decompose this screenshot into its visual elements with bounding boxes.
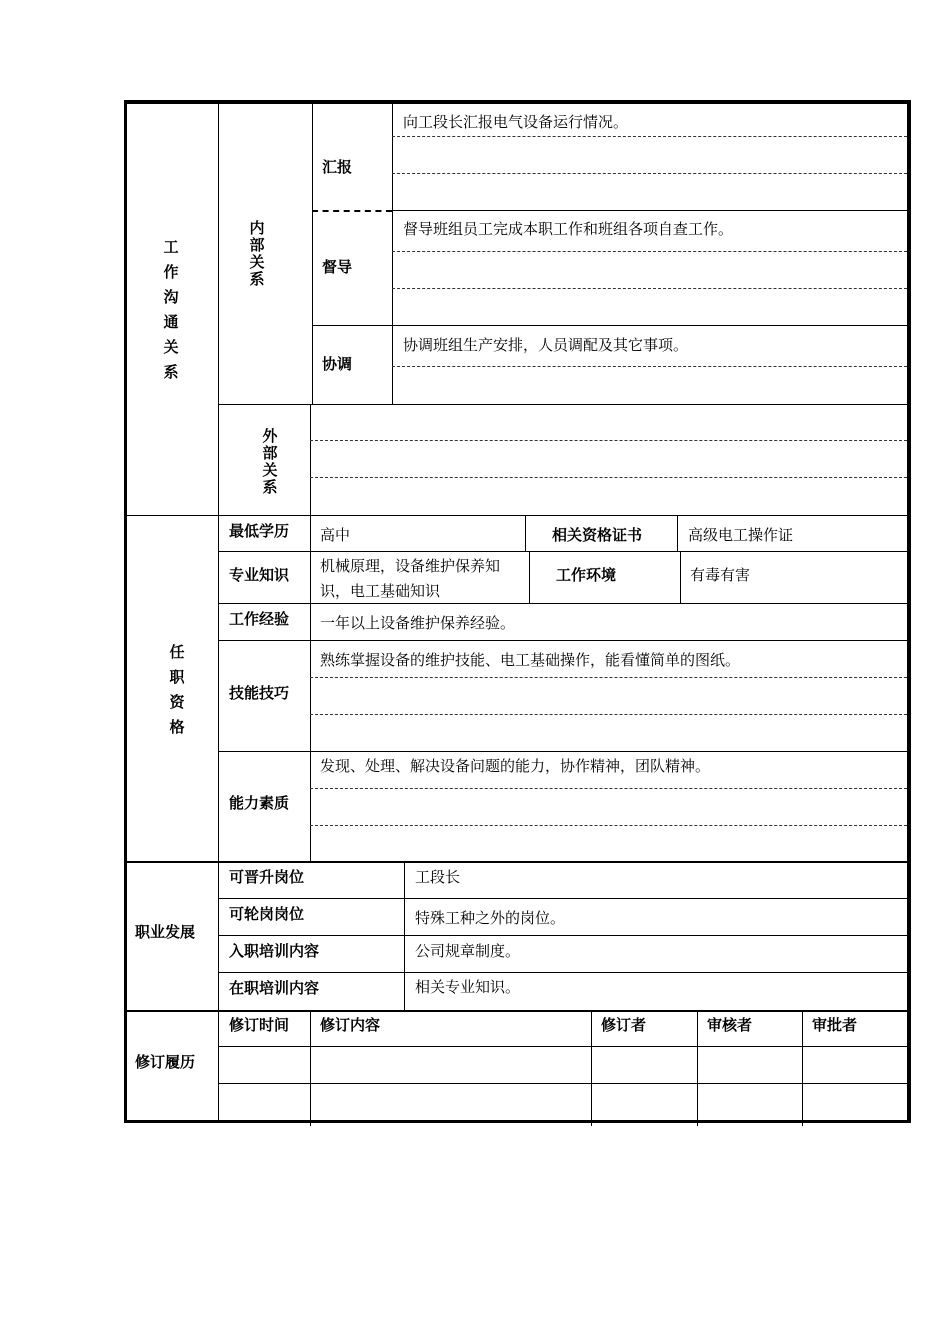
- onboarding-value: 公司规章制度。: [415, 942, 521, 960]
- knowledge-label: 专业知识: [229, 566, 290, 584]
- ability-value: 发现、处理、解决设备问题的能力，协作精神，团队精神。: [320, 757, 711, 775]
- supervise-label: 督导: [322, 258, 353, 276]
- onjob-value: 相关专业知识。: [415, 978, 521, 996]
- promotion-label: 可晋升岗位: [229, 868, 305, 886]
- onboarding-label: 入职培训内容: [229, 942, 320, 960]
- knowledge-line1: 机械原理，设备维护保养知: [320, 557, 501, 575]
- rotation-label: 可轮岗岗位: [229, 905, 305, 923]
- revision-col-time: 修订时间: [229, 1016, 290, 1034]
- education-label: 最低学历: [229, 522, 290, 540]
- ability-label: 能力素质: [229, 794, 290, 812]
- revision-col-approver: 审批者: [812, 1016, 858, 1034]
- internal-relations-title: 内部关系: [249, 219, 265, 288]
- education-value: 高中: [320, 526, 351, 544]
- onjob-label: 在职培训内容: [229, 979, 320, 997]
- skills-value: 熟练掌握设备的维护技能、电工基础操作，能看懂简单的图纸。: [320, 651, 741, 669]
- skills-label: 技能技巧: [229, 684, 290, 702]
- qualification-section-title: 任职资格: [169, 643, 185, 736]
- revision-col-content: 修订内容: [320, 1016, 381, 1034]
- supervise-text: 督导班组员工完成本职工作和班组各项自查工作。: [403, 220, 734, 238]
- experience-label: 工作经验: [229, 610, 290, 628]
- external-relations-title: 外部关系: [262, 427, 278, 496]
- report-label: 汇报: [322, 158, 353, 176]
- revision-col-reviser: 修订者: [601, 1016, 647, 1034]
- report-text: 向工段长汇报电气设备运行情况。: [403, 113, 629, 131]
- coordinate-text: 协调班组生产安排，人员调配及其它事项。: [403, 336, 689, 354]
- knowledge-line2: 识，电工基础知识: [320, 582, 441, 600]
- experience-value: 一年以上设备维护保养经验。: [320, 614, 516, 632]
- promotion-value: 工段长: [415, 868, 461, 886]
- rotation-value: 特殊工种之外的岗位。: [415, 909, 566, 927]
- career-section-title: 职业发展: [135, 923, 196, 941]
- communication-section-title: 工作沟通关系: [163, 238, 179, 381]
- revision-section-title: 修订履历: [135, 1053, 196, 1071]
- revision-col-reviewer: 审核者: [707, 1016, 753, 1034]
- environment-label: 工作环境: [556, 566, 617, 584]
- certificate-label: 相关资格证书: [552, 526, 643, 544]
- environment-value: 有毒有害: [690, 566, 751, 584]
- certificate-value: 高级电工操作证: [688, 526, 794, 544]
- coordinate-label: 协调: [322, 355, 353, 373]
